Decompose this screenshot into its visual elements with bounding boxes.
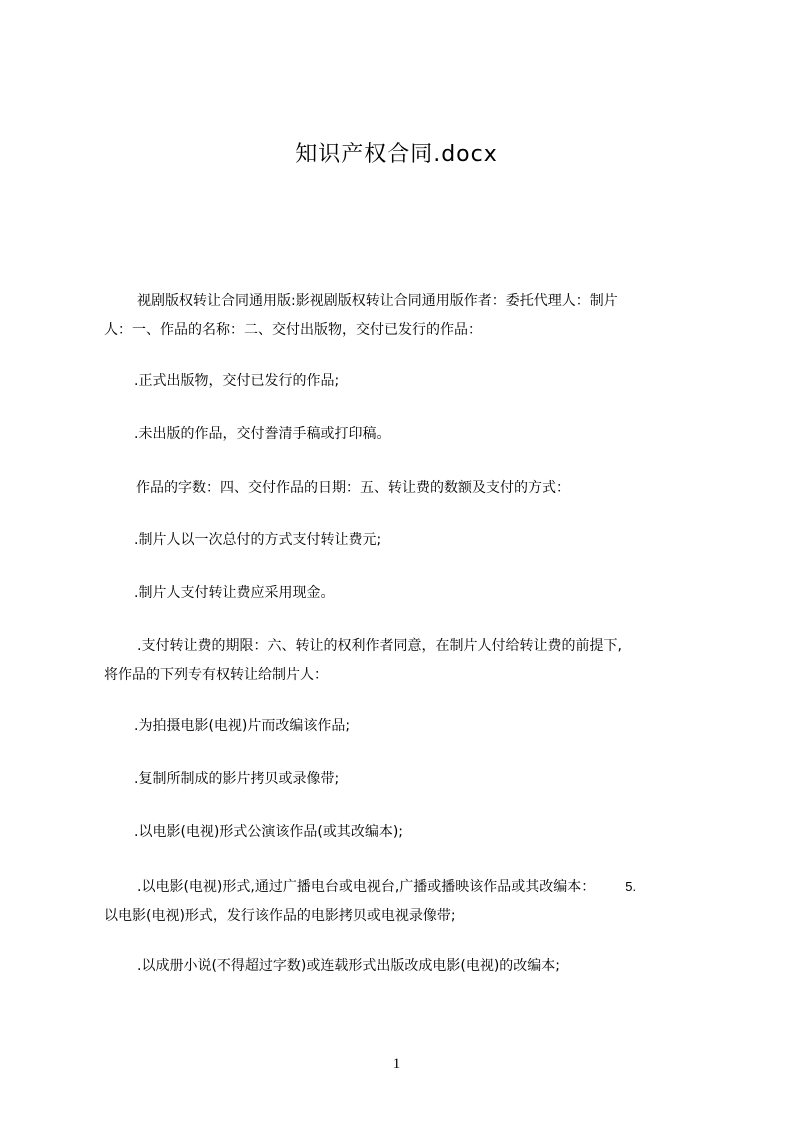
paragraph-line: .制片人支付转让费应采用现金。 — [134, 585, 335, 601]
paragraph-10 — [104, 818, 704, 847]
paragraph-line: .正式出版物，交付已发行的作品; — [134, 373, 340, 389]
paragraph-4 — [104, 474, 704, 503]
paragraph-1 — [104, 287, 704, 345]
paragraph-line-text: .以电影(电视)形式,通过广播电台或电视台,广播或播映该作品或其改编本： — [137, 879, 596, 895]
paragraph-6 — [104, 579, 704, 608]
document-title: 知识产权合同.docx — [295, 142, 498, 167]
paragraph-line: .未出版的作品，交付誊清手稿或打印稿。 — [134, 426, 391, 442]
paragraph-line: .以电影(电视)形式公演该作品(或其改编本); — [134, 824, 404, 840]
paragraph-line: 人：一、作品的名称：二、交付出版物，交付已发行的作品： — [104, 322, 482, 338]
page-number: 1 — [392, 1056, 401, 1072]
paragraph-line — [104, 872, 704, 902]
paragraph-line: .以成册小说(不得超过字数)或连载形式出版改成电影(电视)的改编本; — [137, 958, 561, 974]
paragraph-3 — [104, 420, 704, 449]
paragraph-line: .复制所制成的影片拷贝或录像带; — [134, 771, 340, 787]
paragraph-line: 作品的字数：四、交付作品的日期：五、转让费的数额及支付的方式： — [136, 480, 570, 496]
paragraph-11 — [104, 872, 704, 931]
paragraph-12 — [104, 952, 704, 981]
paragraph-line: 视剧版权转让合同通用版:影视剧版权转让合同通用版作者：委托代理人：制片 — [137, 293, 618, 309]
paragraph-5 — [104, 526, 704, 555]
paragraph-line: .制片人以一次总付的方式支付转让费元; — [134, 532, 382, 548]
paragraph-line: .支付转让费的期限：六、转让的权利作者同意，在制片人付给转让费的前提下, — [137, 638, 622, 654]
paragraph-7 — [104, 632, 704, 690]
paragraph-line: 将作品的下列专有权转让给制片人： — [104, 667, 328, 683]
paragraph-8 — [104, 712, 704, 741]
paragraph-9 — [104, 765, 704, 794]
paragraph-line: .为拍摄电影(电视)片而改编该作品; — [134, 718, 351, 734]
paragraph-2 — [104, 367, 704, 396]
list-number: 5. — [625, 879, 637, 894]
paragraph-line: 以电影(电视)形式，发行该作品的电影拷贝或电视录像带; — [104, 908, 456, 924]
